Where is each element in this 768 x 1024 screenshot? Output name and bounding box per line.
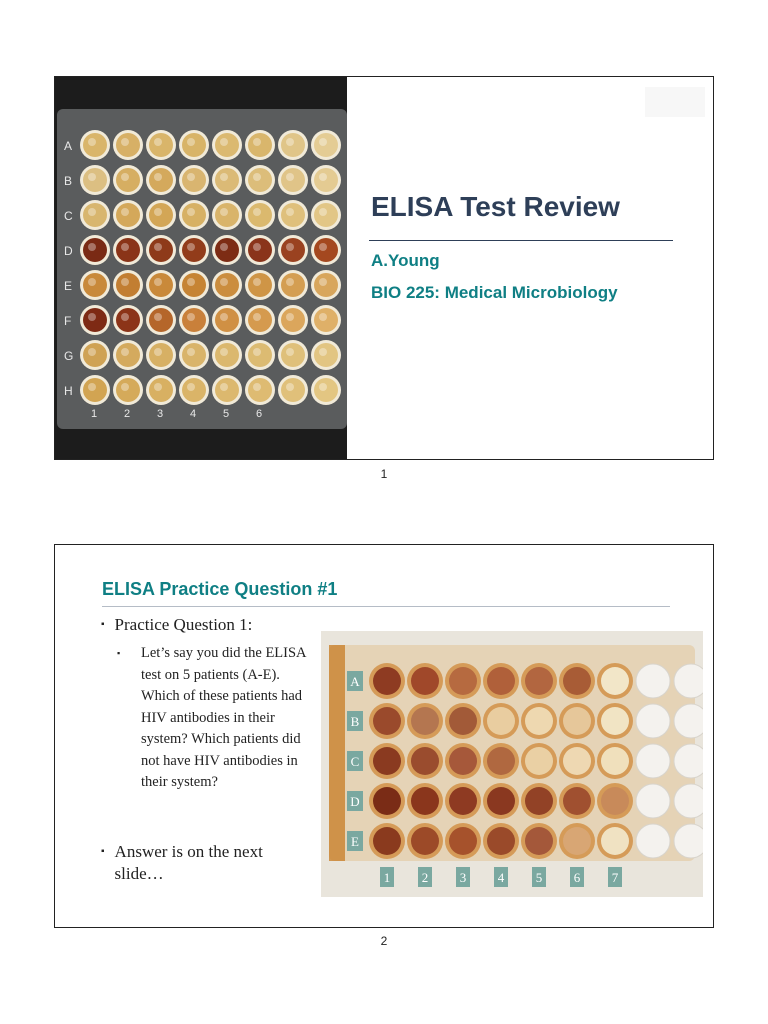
photo-row-label: A — [64, 139, 73, 153]
empty-well — [674, 744, 703, 778]
well-highlight — [154, 348, 162, 356]
well — [182, 203, 206, 227]
well — [248, 308, 272, 332]
well — [449, 827, 477, 855]
well-highlight — [253, 348, 261, 356]
bullet-main — [101, 615, 252, 635]
well-highlight — [253, 313, 261, 321]
well — [215, 133, 239, 157]
well-highlight — [253, 243, 261, 251]
well-highlight — [319, 278, 327, 286]
well-highlight — [220, 243, 228, 251]
well — [601, 787, 629, 815]
well — [411, 747, 439, 775]
well — [449, 787, 477, 815]
well-highlight — [154, 173, 162, 181]
well-highlight — [187, 383, 195, 391]
well-highlight — [253, 173, 261, 181]
well-highlight — [319, 383, 327, 391]
well-highlight — [253, 138, 261, 146]
photo-row-label: D — [64, 244, 73, 258]
well-highlight — [286, 278, 294, 286]
well-highlight — [319, 208, 327, 216]
well — [149, 273, 173, 297]
well — [373, 787, 401, 815]
well — [449, 667, 477, 695]
well — [182, 378, 206, 402]
well — [411, 667, 439, 695]
col-label: 7 — [611, 870, 619, 885]
well — [248, 168, 272, 192]
bullet-answer — [101, 841, 321, 885]
well — [281, 203, 305, 227]
well-highlight — [154, 138, 162, 146]
well — [215, 343, 239, 367]
well-highlight — [154, 383, 162, 391]
well-highlight — [286, 383, 294, 391]
col-label: 2 — [421, 870, 429, 885]
well — [601, 707, 629, 735]
well-highlight — [319, 243, 327, 251]
well — [563, 827, 591, 855]
well — [373, 667, 401, 695]
well — [314, 238, 338, 262]
well — [116, 343, 140, 367]
well-highlight — [286, 208, 294, 216]
well-highlight — [319, 313, 327, 321]
well — [248, 378, 272, 402]
well — [116, 308, 140, 332]
bullet-answer-text: Answer is on the next slide… — [114, 842, 263, 883]
well — [182, 343, 206, 367]
page-number-2: 2 — [380, 934, 388, 948]
well-highlight — [220, 173, 228, 181]
well — [601, 747, 629, 775]
well-highlight — [88, 278, 96, 286]
col-label: 5 — [535, 870, 543, 885]
well-highlight — [319, 348, 327, 356]
well-highlight — [121, 313, 129, 321]
well — [281, 343, 305, 367]
well-highlight — [187, 348, 195, 356]
well — [116, 203, 140, 227]
well — [215, 378, 239, 402]
well — [525, 667, 553, 695]
bullet-sub — [117, 643, 307, 794]
well — [149, 343, 173, 367]
well — [281, 273, 305, 297]
author-name: A.Young — [371, 251, 440, 270]
well — [525, 787, 553, 815]
well — [314, 273, 338, 297]
well — [525, 827, 553, 855]
well — [83, 133, 107, 157]
well — [373, 827, 401, 855]
photo-col-label: 1 — [91, 408, 98, 420]
photo-row-label: C — [64, 209, 73, 223]
well-highlight — [286, 243, 294, 251]
col-label: 4 — [497, 870, 505, 885]
well-highlight — [187, 173, 195, 181]
well — [563, 667, 591, 695]
well — [314, 203, 338, 227]
empty-well — [636, 784, 670, 818]
well — [83, 168, 107, 192]
well — [449, 747, 477, 775]
well-highlight — [154, 313, 162, 321]
well — [83, 203, 107, 227]
slide-1 — [54, 76, 714, 460]
slide-title: ELISA Practice Question #1 — [102, 579, 338, 599]
well — [601, 827, 629, 855]
well — [149, 168, 173, 192]
well-highlight — [154, 278, 162, 286]
title-divider — [102, 606, 670, 607]
well-highlight — [154, 208, 162, 216]
photo-col-label: 6 — [256, 408, 263, 420]
course-name: BIO 225: Medical Microbiology — [371, 283, 618, 302]
well — [182, 273, 206, 297]
well — [487, 667, 515, 695]
well — [248, 238, 272, 262]
well — [83, 308, 107, 332]
well-highlight — [319, 173, 327, 181]
well-highlight — [121, 138, 129, 146]
well — [83, 343, 107, 367]
well — [525, 707, 553, 735]
empty-well — [674, 824, 703, 858]
col-label: 6 — [573, 870, 581, 885]
well-highlight — [154, 243, 162, 251]
bullet-main-text: Practice Question 1: — [114, 615, 253, 634]
slide-title: ELISA Test Review — [371, 191, 620, 222]
empty-well — [636, 824, 670, 858]
photo-col-label: 2 — [124, 408, 131, 420]
well — [411, 707, 439, 735]
well-highlight — [187, 138, 195, 146]
well — [601, 667, 629, 695]
well — [411, 787, 439, 815]
bullet-icon: ▪ — [101, 619, 105, 630]
well — [525, 747, 553, 775]
well — [215, 168, 239, 192]
well — [83, 273, 107, 297]
col-label: 1 — [383, 870, 391, 885]
well — [116, 378, 140, 402]
well-highlight — [286, 313, 294, 321]
well — [373, 707, 401, 735]
well-highlight — [220, 278, 228, 286]
well — [487, 707, 515, 735]
well-highlight — [220, 383, 228, 391]
col-label: 3 — [459, 870, 467, 885]
well-highlight — [253, 278, 261, 286]
row-label: A — [350, 674, 360, 689]
well-highlight — [286, 138, 294, 146]
empty-well — [674, 664, 703, 698]
well — [487, 827, 515, 855]
well — [411, 827, 439, 855]
empty-well — [674, 784, 703, 818]
well-highlight — [121, 348, 129, 356]
row-label: B — [350, 714, 360, 729]
photo-col-label: 5 — [223, 408, 230, 420]
well — [281, 168, 305, 192]
well — [314, 378, 338, 402]
well — [149, 203, 173, 227]
well — [487, 787, 515, 815]
slide-2 — [54, 544, 714, 928]
title-divider — [369, 240, 673, 241]
well-highlight — [286, 348, 294, 356]
well-highlight — [88, 138, 96, 146]
decorative-box — [645, 87, 705, 117]
well — [248, 343, 272, 367]
well — [149, 378, 173, 402]
photo-row-label: E — [64, 279, 73, 293]
well-highlight — [253, 383, 261, 391]
page-number-1: 1 — [380, 467, 388, 481]
photo-col-label: 3 — [157, 408, 164, 420]
well — [149, 308, 173, 332]
well — [116, 238, 140, 262]
empty-well — [636, 664, 670, 698]
well — [314, 343, 338, 367]
well-highlight — [220, 138, 228, 146]
well — [116, 133, 140, 157]
well — [149, 238, 173, 262]
well-highlight — [187, 278, 195, 286]
well — [563, 787, 591, 815]
well — [182, 133, 206, 157]
well-highlight — [121, 208, 129, 216]
well-highlight — [121, 243, 129, 251]
well-highlight — [88, 313, 96, 321]
well — [182, 168, 206, 192]
well — [83, 378, 107, 402]
well-highlight — [88, 208, 96, 216]
well — [563, 707, 591, 735]
well — [449, 707, 477, 735]
well-highlight — [286, 173, 294, 181]
well — [149, 133, 173, 157]
well — [314, 133, 338, 157]
well-highlight — [319, 138, 327, 146]
well-highlight — [253, 208, 261, 216]
well — [314, 168, 338, 192]
elisa-plate-photo — [55, 77, 347, 459]
well — [116, 273, 140, 297]
well-highlight — [88, 173, 96, 181]
well — [314, 308, 338, 332]
well — [182, 308, 206, 332]
photo-row-label: B — [64, 174, 73, 188]
photo-row-label: F — [64, 314, 72, 328]
well — [182, 238, 206, 262]
row-label: E — [351, 834, 359, 849]
well — [373, 747, 401, 775]
elisa-plate-figure — [321, 631, 703, 897]
well — [487, 747, 515, 775]
well-highlight — [187, 313, 195, 321]
photo-row-label: G — [64, 349, 74, 363]
well — [83, 238, 107, 262]
well-highlight — [220, 348, 228, 356]
well-highlight — [88, 383, 96, 391]
well-highlight — [220, 208, 228, 216]
well-highlight — [121, 173, 129, 181]
well-highlight — [121, 278, 129, 286]
photo-col-label: 4 — [190, 408, 197, 420]
well — [281, 238, 305, 262]
photo-row-label: H — [64, 384, 73, 398]
well — [116, 168, 140, 192]
well — [215, 203, 239, 227]
well — [215, 273, 239, 297]
well-highlight — [220, 313, 228, 321]
well — [281, 378, 305, 402]
well — [563, 747, 591, 775]
well — [281, 133, 305, 157]
well — [248, 273, 272, 297]
well-highlight — [88, 243, 96, 251]
bullet-icon: ▪ — [101, 846, 105, 857]
empty-well — [636, 704, 670, 738]
empty-well — [674, 704, 703, 738]
well — [281, 308, 305, 332]
well — [215, 308, 239, 332]
row-label: D — [350, 794, 360, 809]
well — [248, 133, 272, 157]
well-highlight — [187, 208, 195, 216]
well — [215, 238, 239, 262]
well-highlight — [187, 243, 195, 251]
empty-well — [636, 744, 670, 778]
bullet-icon: ▪ — [117, 648, 121, 658]
bullet-sub-text: Let’s say you did the ELISA test on 5 patients (A-E). Which of these patients had HIV antibodies in their system? Which patients did not have HIV antibodies in their system? — [141, 645, 306, 790]
well-highlight — [88, 348, 96, 356]
row-label: C — [350, 754, 360, 769]
well — [248, 203, 272, 227]
well-highlight — [121, 383, 129, 391]
